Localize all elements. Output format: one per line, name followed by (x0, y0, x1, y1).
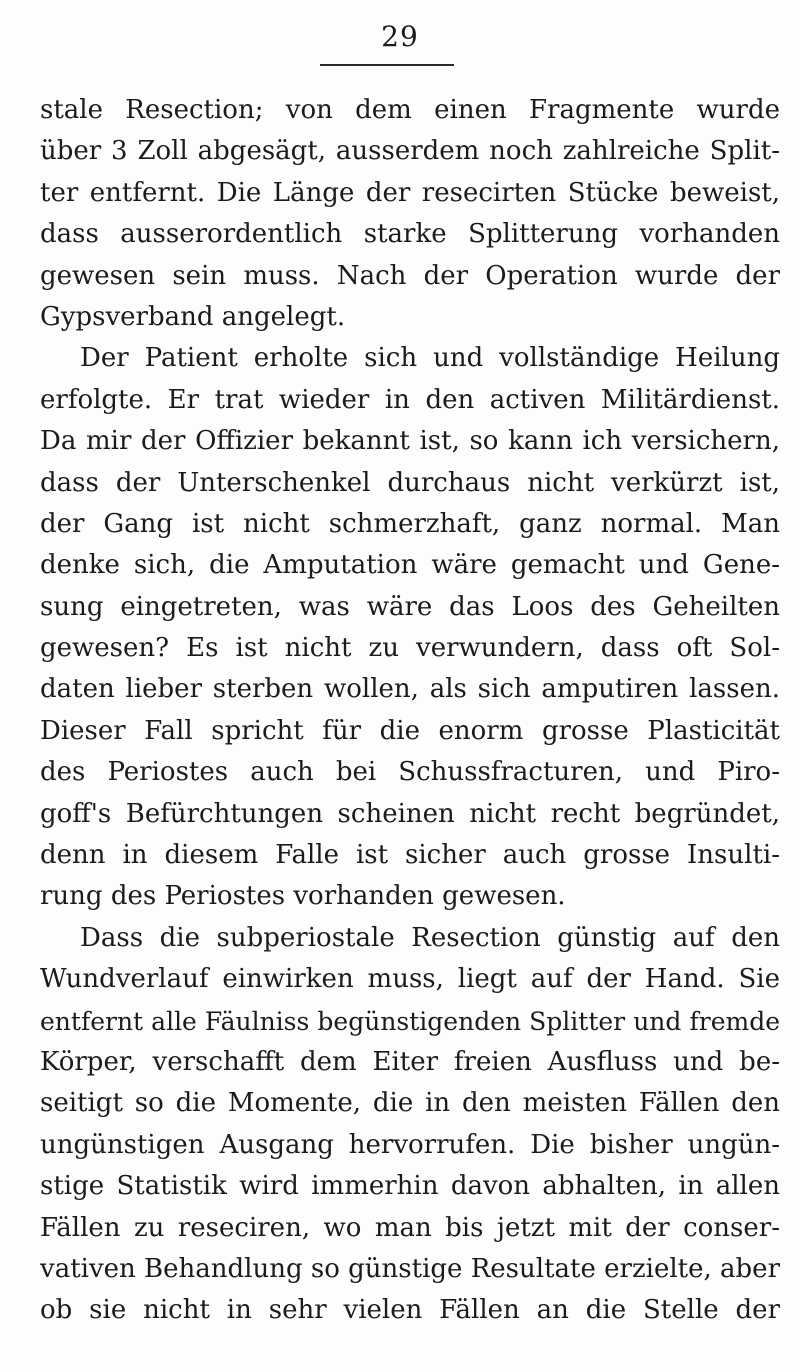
text-line: des Periostes auch bei Schussfracturen, und Piro- (40, 757, 780, 788)
text-line: Dass die subperiostale Resection günstig auf den (80, 922, 780, 953)
text-line: Da mir der Offizier bekannt ist, so kann ich versichern, (40, 426, 780, 457)
page-number: 29 (381, 20, 419, 53)
text-body (40, 90, 780, 1332)
text-line: rung des Periostes vorhanden gewesen. (40, 881, 566, 912)
text-line: Wundverlauf einwirken muss, liegt auf der Hand. Sie (40, 964, 780, 995)
text-line: gewesen sein muss. Nach der Operation wurde der (40, 260, 780, 291)
text-line: sung eingetreten, was wäre das Loos des Geheilten (40, 591, 780, 622)
text-line: Dieser Fall spricht für die enorm grosse Plasticität (40, 715, 780, 746)
text-line: gewesen? Es ist nicht zu verwundern, dass oft Sol- (40, 633, 780, 664)
header-rule (320, 64, 454, 66)
text-line: stige Statistik wird immerhin davon abhalten, in allen (40, 1171, 780, 1202)
text-line: goff's Befürchtungen scheinen nicht recht begründet, (40, 798, 780, 829)
text-line: Gypsverband angelegt. (40, 301, 346, 332)
text-line: denn in diesem Falle ist sicher auch grosse Insulti- (40, 840, 780, 871)
text-line: ob sie nicht in sehr vielen Fällen an die Stelle der (40, 1295, 780, 1326)
text-line: denke sich, die Amputation wäre gemacht und Gene- (40, 550, 780, 581)
text-line: entfernt alle Fäulniss begünstigenden Splitter und fremde (40, 1006, 780, 1036)
text-line: dass ausserordentlich starke Splitterung vorhanden (40, 219, 780, 250)
text-line: seitigt so die Momente, die in den meisten Fällen den (40, 1088, 780, 1119)
text-line: dass der Unterschenkel durchaus nicht verkürzt ist, (40, 467, 780, 498)
text-line: vativen Behandlung so günstige Resultate erzielte, aber (40, 1253, 780, 1284)
text-line: ungünstigen Ausgang hervorrufen. Die bisher ungün- (40, 1129, 780, 1160)
text-line: der Gang ist nicht schmerzhaft, ganz normal. Man (40, 508, 780, 539)
text-line: erfolgte. Er trat wieder in den activen Militärdienst. (40, 384, 780, 415)
text-line: über 3 Zoll abgesägt, ausserdem noch zahlreiche Split- (40, 136, 780, 167)
text-line: Der Patient erholte sich und vollständige Heilung (80, 343, 780, 374)
text-line: daten lieber sterben wollen, als sich amputiren lassen. (40, 674, 780, 705)
text-line: stale Resection; von dem einen Fragmente wurde (40, 95, 780, 125)
text-line: Körper, verschafft dem Eiter freien Ausfluss und be- (40, 1046, 780, 1077)
text-line: Fällen zu reseciren, wo man bis jetzt mit der conser- (40, 1212, 780, 1243)
text-line: ter entfernt. Die Länge der resecirten Stücke beweist, (40, 177, 780, 208)
